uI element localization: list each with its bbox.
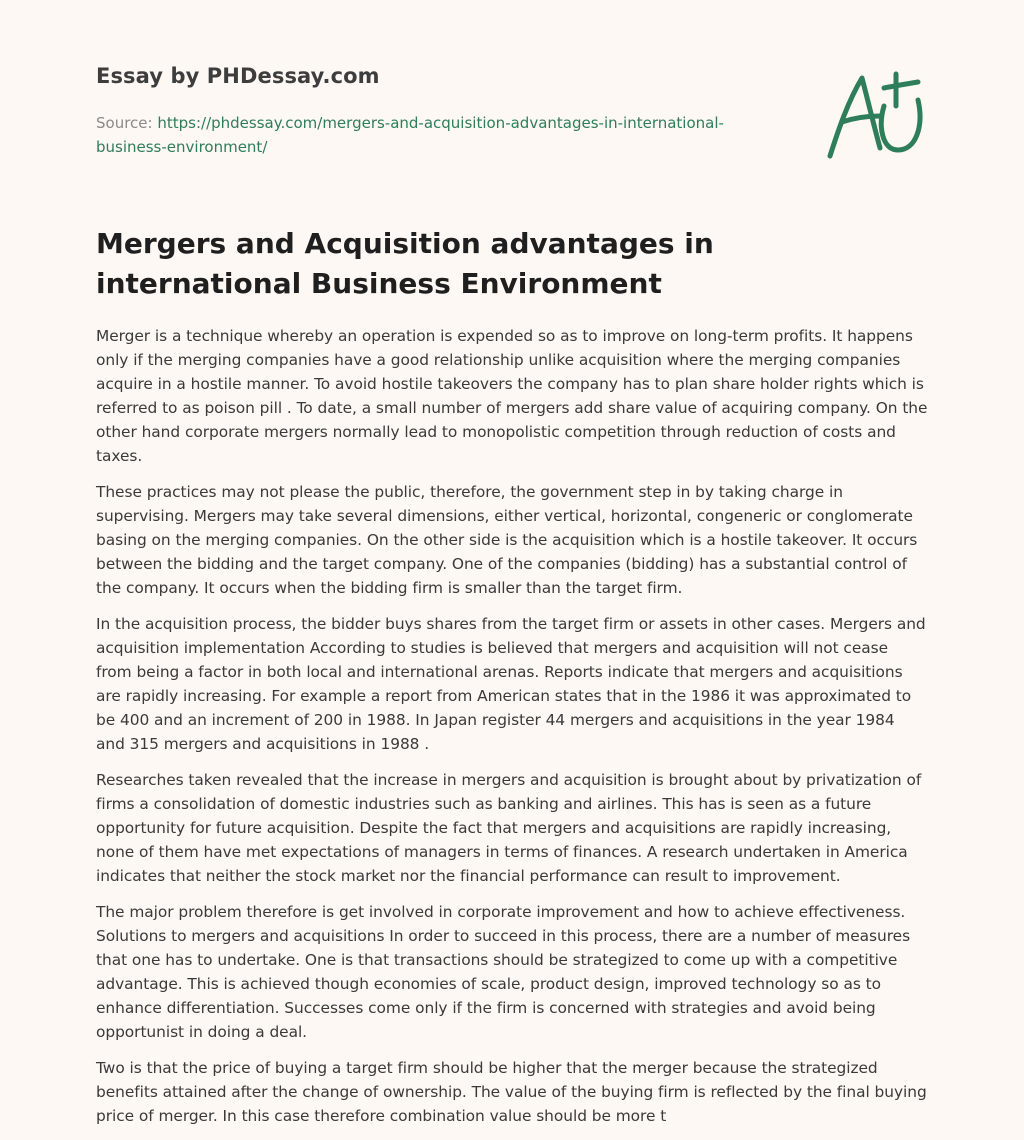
site-title: Essay by PHDessay.com (96, 64, 380, 88)
essay-paragraph: The major problem therefore is get involved in corporate improvement and how to achieve effectiveness. Solutions to mergers and acquisitions In order to succeed in this process, there are a number of measures that one has to undertake. One is that transactions should be strategized to come up with a competitive advantage. This is achieved though economies of scale, product design, improved technology so as to enhance differentiation. Successes come only if the firm is concerned with strategies and avoid being opportunist in doing a deal. (96, 903, 911, 1041)
essay-paragraph: Merger is a technique whereby an operation is expended so as to improve on long-term profits. It happens only if the merging companies have a good relationship unlike acquisition where the merging companies acquire in a hostile manner. To avoid hostile takeovers the company has to plan share holder rights which is referred to as poison pill . To date, a small number of mergers add share value of acquiring company. On the other hand corporate mergers normally lead to monopolistic competition through reduction of costs and taxes. (96, 327, 928, 465)
essay-paragraph: Researches taken revealed that the increase in mergers and acquisition is brought about by privatization of firms a consolidation of domestic industries such as banking and airlines. This has is seen as a future opportunity for future acquisition. Despite the fact that mergers and acquisitions are rapidly increasing, none of them have met expectations of managers in terms of finances. A research undertaken in America indicates that neither the stock market nor the financial performance can result to improvement. (96, 771, 922, 885)
essay-paragraph: Two is that the price of buying a target firm should be higher that the merger because the strategized benefits attained after the change of ownership. The value of the buying firm is reflected by the final buying price of merger. In this case therefore combination value should be more t (96, 1059, 927, 1125)
essay-body (96, 324, 928, 1140)
a-plus-logo-icon (820, 66, 930, 166)
essay-paragraph: In the acquisition process, the bidder buys shares from the target firm or assets in other cases. Mergers and acquisition implementation According to studies is believed that mergers and acquisition will not cease from being a factor in both local and international arenas. Reports indicate that mergers and acquisitions are rapidly increasing. For example a report from American states that in the 1986 it was approximated to be 400 and an increment of 200 in 1988. In Japan register 44 mergers and acquisitions in the year 1984 and 315 mergers and acquisitions in 1988 . (96, 615, 926, 753)
essay-title: Mergers and Acquisition advantages in international Business Environment (96, 227, 714, 300)
source-label: Source: (96, 114, 153, 132)
a-plus-logo (820, 66, 930, 166)
essay-paragraph: These practices may not please the public, therefore, the government step in by taking charge in supervising. Mergers may take several dimensions, either vertical, horizontal, congeneric or conglomerate basing on the merging companies. On the other side is the acquisition which is a hostile takeover. It occurs between the bidding and the target company. One of the companies (bidding) has a substantial control of the company. It occurs when the bidding firm is smaller than the target firm. (96, 483, 918, 597)
source-link[interactable]: https://phdessay.com/mergers-and-acquisition-advantages-in-international-business-environment/ (96, 114, 724, 156)
source-line (96, 111, 756, 159)
